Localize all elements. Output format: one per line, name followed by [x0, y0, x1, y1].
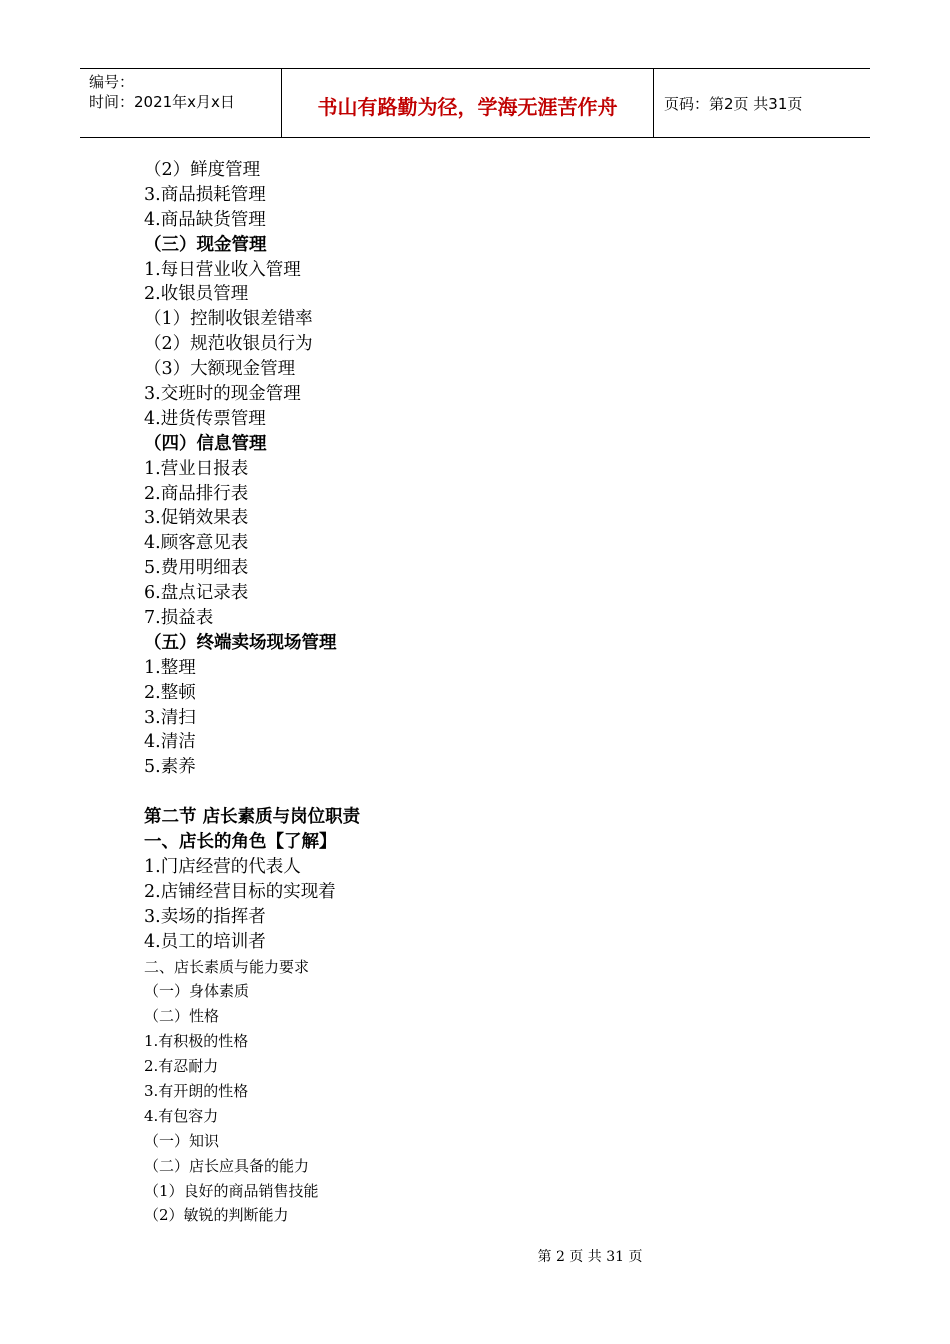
section-heading: 第二节 店长素质与岗位职责 [144, 807, 361, 828]
list-item: 2.商品排行表 [144, 483, 249, 504]
list-item: （2）鲜度管理 [144, 160, 261, 180]
blank-line [144, 780, 844, 805]
footer-page-number: 第 2 页 共 31 页 [537, 1249, 643, 1265]
list-item: 2.有忍耐力 [144, 1057, 219, 1076]
list-item: 6.盘点记录表 [144, 583, 249, 604]
document-body [144, 158, 844, 1228]
page-header [80, 68, 870, 138]
list-item: （一）身体素质 [144, 982, 250, 1001]
header-page-info: 页码：第2页 共31页 [664, 94, 803, 113]
list-item: 2.店铺经营目标的实现着 [144, 881, 336, 902]
header-page-cell [654, 69, 870, 137]
list-item: 3.清扫 [144, 707, 196, 728]
list-item: 4.员工的培训者 [144, 931, 266, 952]
list-item: 3.交班时的现金管理 [144, 384, 301, 405]
list-item: 7.损益表 [144, 608, 214, 629]
header-motto: 书山有路勤为径，学海无涯苦作舟 [317, 94, 618, 119]
list-item: （1）控制收银差错率 [144, 309, 313, 330]
list-item: 二、店长素质与能力要求 [144, 957, 310, 976]
list-item: 4.商品缺货管理 [144, 209, 266, 230]
document-number-label: 编号： [89, 73, 135, 91]
list-item: 3.卖场的指挥者 [144, 906, 266, 927]
document-time-label: 时间：2021年x月x日 [89, 93, 235, 111]
list-item: 1.营业日报表 [144, 458, 249, 479]
list-item: （一）知识 [144, 1131, 220, 1150]
list-item: 4.进货传票管理 [144, 408, 266, 429]
section-heading: （四）信息管理 [144, 433, 267, 454]
list-item: 1.每日营业收入管理 [144, 259, 301, 280]
list-item: （2）敏锐的判断能力 [144, 1206, 289, 1225]
list-item: 4.顾客意见表 [144, 533, 249, 554]
list-item: 4.有包容力 [144, 1106, 219, 1125]
list-item: （二）店长应具备的能力 [144, 1156, 310, 1175]
list-item: （2）规范收银员行为 [144, 334, 313, 355]
list-item: 3.有开朗的性格 [144, 1081, 249, 1100]
section-heading: 一、店长的角色【了解】 [144, 832, 337, 853]
list-item: 1.有积极的性格 [144, 1032, 249, 1051]
list-item: 1.门店经营的代表人 [144, 856, 301, 877]
list-item: （二）性格 [144, 1007, 220, 1026]
header-meta-cell [80, 69, 281, 137]
list-item: 4.清洁 [144, 732, 196, 753]
list-item: 2.收银员管理 [144, 284, 249, 305]
list-item: （1）良好的商品销售技能 [144, 1181, 319, 1200]
list-item: （3）大额现金管理 [144, 359, 296, 380]
list-item: 1.整理 [144, 657, 196, 678]
list-item: 5.费用明细表 [144, 558, 249, 579]
section-heading: （五）终端卖场现场管理 [144, 632, 337, 653]
section-heading: （三）现金管理 [144, 234, 267, 255]
list-item: 5.素养 [144, 757, 196, 778]
header-motto-cell [281, 69, 654, 137]
list-item: 3.促销效果表 [144, 508, 249, 529]
list-item: 2.整顿 [144, 682, 196, 703]
page-footer [0, 1246, 950, 1266]
list-item: 3.商品损耗管理 [144, 184, 266, 205]
